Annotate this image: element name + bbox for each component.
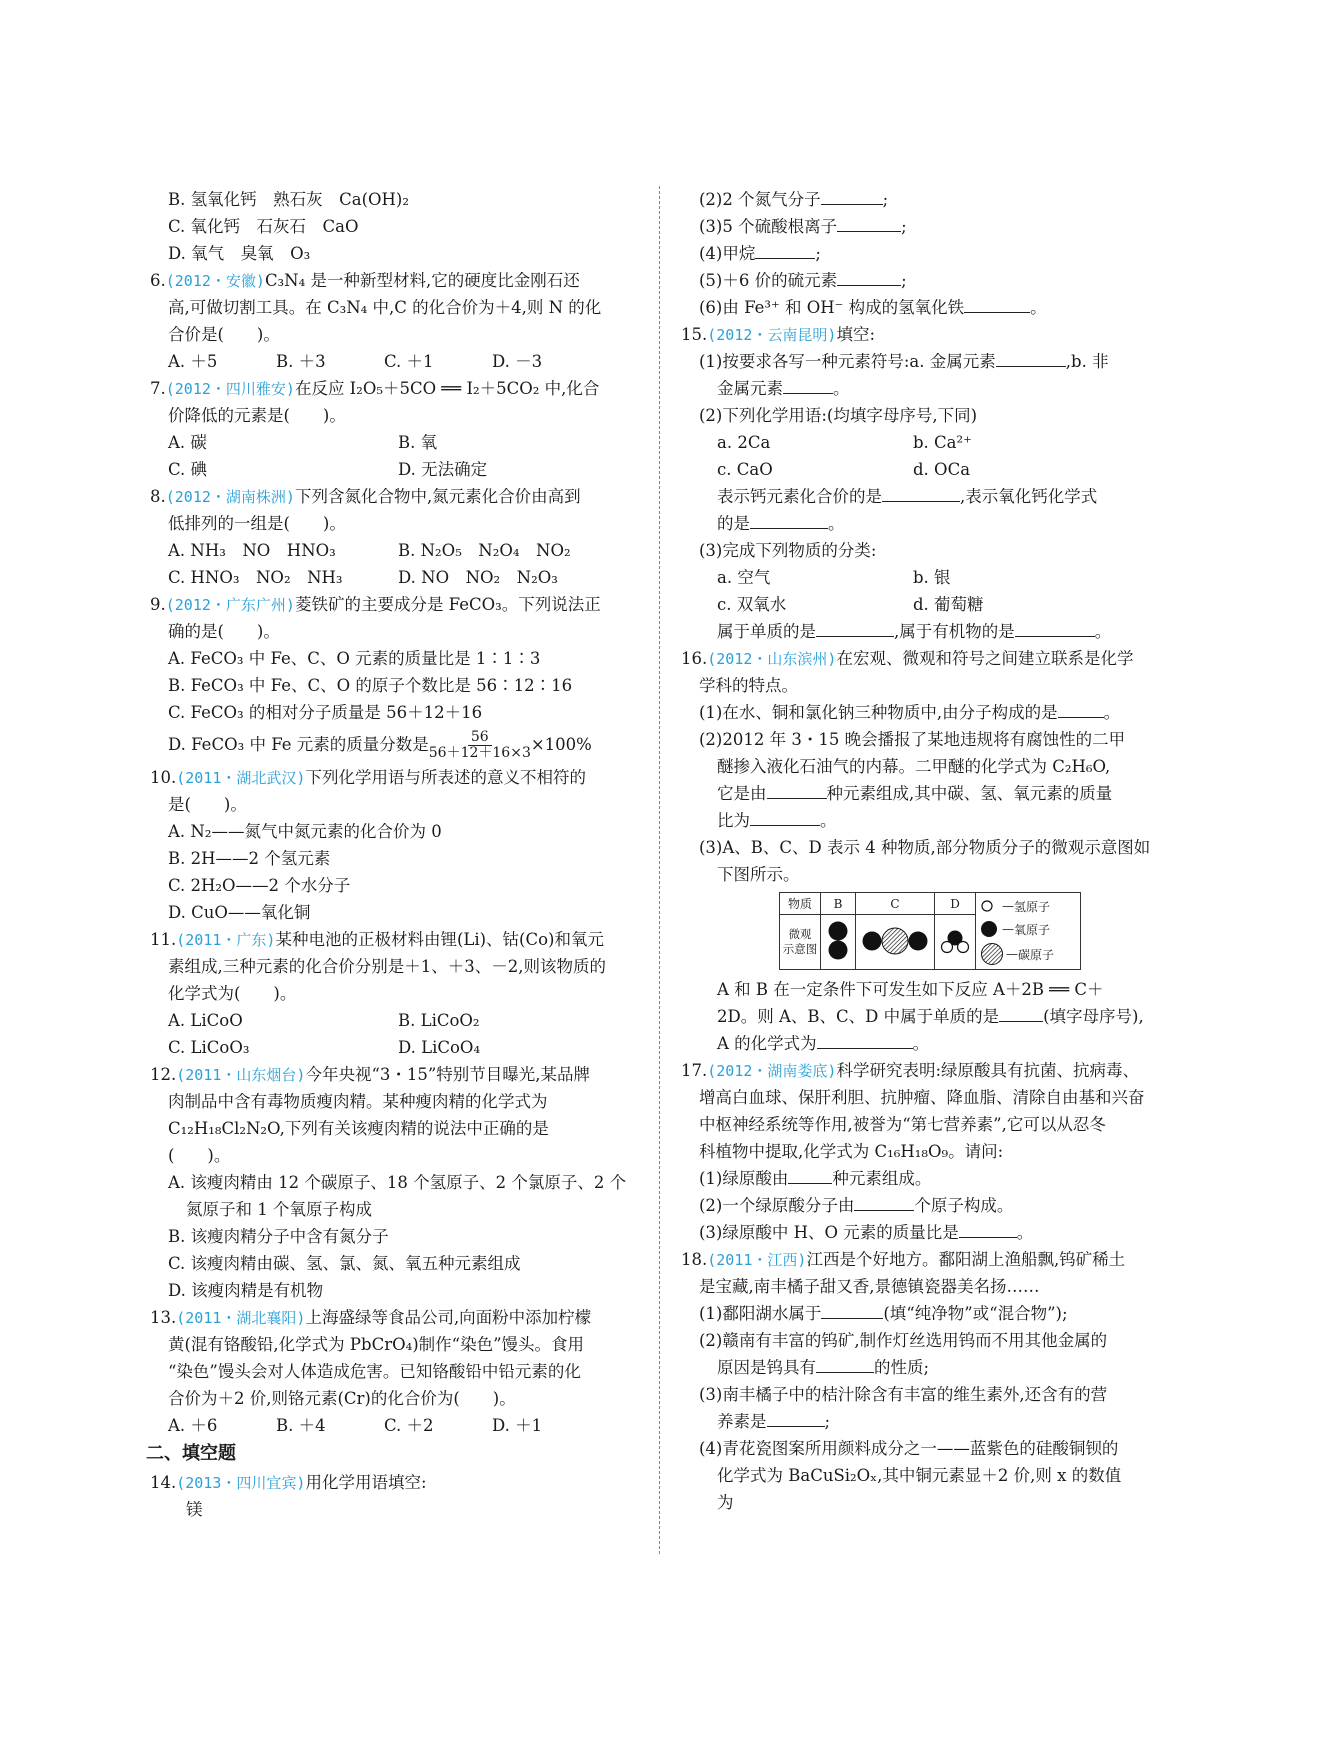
question-11 (150, 926, 645, 1061)
options (150, 1412, 645, 1439)
part-text: (1)按要求各写一种元素符号:a. 金属元素 (699, 352, 996, 371)
part-text: (3)完成下列物质的分类: (699, 541, 877, 560)
q14-item-4: (4)甲烷 ; (681, 240, 1176, 267)
answer-blank[interactable] (816, 1354, 874, 1373)
legend-label: 氢原子 (1014, 899, 1051, 914)
question-source: (2012・云南昆明) (707, 326, 837, 344)
part-text: 原因是钨具有 (717, 1358, 816, 1377)
question-number: 16. (681, 649, 708, 668)
option-c: C. 该瘦肉精由碳、氢、氯、氮、氧五种元素组成 (168, 1254, 521, 1273)
row-label (780, 915, 821, 970)
question-number: 10. (150, 768, 177, 787)
question-14 (150, 1469, 645, 1523)
option-a: A. NH₃ NO HNO₃ (168, 541, 336, 560)
row-label-line: 示意图 (782, 942, 818, 957)
question-12 (150, 1061, 645, 1304)
part-text: 属于单质的是 (717, 622, 816, 641)
question-text: 合价是( )。 (168, 325, 280, 344)
question-13 (150, 1304, 645, 1439)
option-b: B. 该瘦肉精分子中含有氮分子 (168, 1227, 389, 1246)
question-8 (150, 483, 645, 591)
option-d: D. ＋1 (492, 1416, 543, 1435)
option-c: C. 碘 (168, 460, 208, 479)
question-18: 18.(2011・江西)江西是个好地方。鄱阳湖上渔船飘,钨矿稀土 是宝藏,南丰橘子甜又香,景德镇瓷器美名扬…… (1)鄱阳湖水属于 (填“纯净物”或“混合物”); (2)赣南有丰富的钨矿,制作灯丝选用钨而不用其他金属的 原因是钨具有 的性质; (3)南丰橘子中的桔汁除含有丰富的维生素外,还含有的营 养素是 ; (4)青花瓷图案所用颜料成分之一——蓝紫色的硅酸铜钡的 化学式为 BaCuSi₂Oₓ,其中铜元素显＋2 价,则 x 的数值 为 (681, 1246, 1176, 1516)
option-b: B. FeCO₃ 中 Fe、C、O 的原子个数比是 56∶12∶16 (168, 676, 573, 695)
option-c: C. FeCO₃ 的相对分子质量是 56＋12＋16 (168, 703, 483, 722)
answer-blank[interactable] (817, 1030, 913, 1049)
question-number: 13. (150, 1308, 177, 1327)
option-d: D. CuO——氧化铜 (168, 903, 311, 922)
question-text: 在宏观、微观和符号之间建立联系是化学 (836, 649, 1134, 668)
question-text: 低排列的一组是( )。 (168, 514, 346, 533)
part-text: 金属元素 (717, 379, 783, 398)
section-heading: 二、填空题 (146, 1443, 236, 1464)
question-source: (2012・山东滨州) (707, 650, 837, 668)
options (150, 1034, 645, 1061)
option-d: D. －3 (492, 352, 543, 371)
part-text: (3)A、B、C、D 表示 4 种物质,部分物质分子的微观示意图如 (699, 838, 1151, 857)
question-source: (2011・广东) (176, 931, 276, 949)
fraction-denominator: 56＋12＋16×3 (428, 745, 531, 761)
part-text: 种元素组成,其中碳、氢、氧元素的质量 (826, 784, 1113, 803)
legend (976, 893, 1081, 970)
option-a: A. LiCoO (168, 1011, 243, 1030)
options (681, 591, 1176, 618)
question-source: (2012・四川雅安) (165, 380, 295, 398)
question-number: 11. (150, 930, 177, 949)
question-number: 7. (150, 379, 166, 398)
question-text: 菱铁矿的主要成分是 FeCO₃。下列说法正 (294, 595, 601, 614)
question-source: (2011・湖北武汉) (176, 769, 306, 787)
question-text: 今年央视“3・15”特别节目曝光,某品牌 (305, 1065, 591, 1084)
question-text: C₃N₄ 是一种新型材料,它的硬度比金刚石还 (264, 271, 580, 290)
question-text: 科植物中提取,化学式为 C₁₆H₁₈O₉。请问: (699, 1142, 1004, 1161)
carbon-dioxide-molecule-icon (858, 921, 932, 961)
options (150, 348, 645, 375)
item-text: (5)＋6 价的硫元素 (699, 271, 838, 290)
molecule-b (821, 915, 856, 970)
q5-option-b: B. 氢氧化钙 熟石灰 Ca(OH)₂ (168, 190, 409, 209)
part-text: 的性质; (874, 1358, 930, 1377)
question-source: (2012・安徽) (165, 272, 265, 290)
option-d-text: D. FeCO₃ 中 Fe 元素的质量分数是 (168, 735, 429, 754)
q14-item-3: (3)5 个硫酸根离子 ; (681, 213, 1176, 240)
option-a: a. 2Ca (717, 433, 771, 452)
option-c: c. 双氧水 (717, 595, 787, 614)
left-column (146, 186, 645, 1523)
oxygen-atom-icon (980, 920, 1000, 938)
answer-blank[interactable] (854, 1192, 914, 1211)
answer-blank[interactable] (750, 807, 820, 826)
option-b: b. Ca²⁺ (913, 433, 972, 452)
part-text: ,属于有机物的是 (894, 622, 1015, 641)
part-text: (填字母序号), (1043, 1007, 1144, 1026)
part-text: (2)一个绿原酸分子由 (699, 1196, 855, 1215)
part-text: 表示钙元素化合价的是 (717, 487, 882, 506)
option-b: B. LiCoO₂ (398, 1011, 480, 1030)
option-d: D. 无法确定 (398, 460, 488, 479)
question-9 (150, 591, 645, 764)
option-d: D. 该瘦肉精是有机物 (168, 1281, 324, 1300)
option-d: d. OCa (913, 460, 971, 479)
question-text: 确的是( )。 (168, 622, 280, 641)
q14-item-5: (5)＋6 价的硫元素 ; (681, 267, 1176, 294)
answer-blank[interactable] (1015, 618, 1095, 637)
question-text: 中枢神经系统等作用,被誉为“第七营养素”,它可以从忍冬 (699, 1115, 1106, 1134)
option-a: A. FeCO₃ 中 Fe、C、O 元素的质量比是 1∶1∶3 (168, 649, 541, 668)
question-source: (2011・山东烟台) (176, 1066, 306, 1084)
question-text: 黄(混有铬酸铅,化学式为 PbCrO₄)制作“染色”馒头。食用 (168, 1335, 585, 1354)
answer-blank[interactable] (959, 1219, 1017, 1238)
option-b: B. ＋4 (276, 1416, 326, 1435)
answer-blank[interactable] (767, 780, 827, 799)
question-text: “染色”馒头会对人体造成危害。已知铬酸铅中铅元素的化 (168, 1362, 581, 1381)
part-text: (2)下列化学用语:(均填字母序号,下同) (699, 406, 978, 425)
part-text: (2)赣南有丰富的钨矿,制作灯丝选用钨而不用其他金属的 (699, 1331, 1108, 1350)
part-text: (2)2012 年 3・15 晚会播报了某地违规将有腐蚀性的二甲 (699, 730, 1126, 749)
question-number: 8. (150, 487, 166, 506)
question-text: 下列化学用语与所表述的意义不相符的 (305, 768, 586, 787)
answer-blank[interactable] (882, 483, 960, 502)
item-text: (3)5 个硫酸根离子 (699, 217, 838, 236)
part-text: (填“纯净物”或“混合物”); (883, 1304, 1068, 1323)
question-text: 是( )。 (168, 795, 247, 814)
options (681, 564, 1176, 591)
question-number: 6. (150, 271, 166, 290)
question-text: 填空: (836, 325, 875, 344)
q5-option-c: C. 氧化钙 石灰石 CaO (168, 217, 359, 236)
options (150, 1007, 645, 1034)
carbon-atom-icon (980, 942, 1004, 966)
option-c: C. HNO₃ NO₂ NH₃ (168, 568, 343, 587)
answer-blank[interactable] (750, 510, 828, 529)
legend-carbon: — 碳原子 (980, 941, 1076, 967)
answer-blank[interactable] (837, 267, 901, 286)
part-text: A 的化学式为 (717, 1034, 817, 1053)
part-text: 种元素组成。 (832, 1169, 932, 1188)
q14-item-1: 镁 (186, 1500, 203, 1519)
options (150, 429, 645, 456)
part-text: 养素是 (717, 1412, 767, 1431)
question-source: (2012・湖南娄底) (707, 1062, 837, 1080)
question-number: 18. (681, 1250, 708, 1269)
answer-blank[interactable] (996, 348, 1066, 367)
question-text: C₁₂H₁₈Cl₂N₂O,下列有关该瘦肉精的说法中正确的是 (168, 1119, 549, 1138)
option-b: B. 2H——2 个氢元素 (168, 849, 331, 868)
part-text: 比为 (717, 811, 750, 830)
header-d: D (935, 893, 976, 915)
option-b: b. 银 (913, 568, 951, 587)
oxygen-molecule-icon (823, 917, 853, 965)
option-a: a. 空气 (717, 568, 771, 587)
legend-label: 氧原子 (1014, 922, 1051, 937)
question-17: 17.(2012・湖南娄底)科学研究表明:绿原酸具有抗菌、抗病毒、 增高白血球、保肝利胆、抗肿瘤、降血脂、清除自由基和兴奋 中枢神经系统等作用,被誉为“第七营养素”,它可以从忍冬 科植物中提取,化学式为 C₁₆H₁₈O₉。请问: (1)绿原酸由 种元素组成。 (2)一个绿原酸分子由 个原子构成。 (3)绿原酸中 H、O 元素的质量比是 。 (681, 1057, 1176, 1246)
molecule-c (856, 915, 935, 970)
part-text: 个原子构成。 (914, 1196, 1014, 1215)
answer-blank[interactable] (964, 294, 1030, 313)
question-text: 上海盛绿等食品公司,向面粉中添加柠檬 (305, 1308, 592, 1327)
part-text: (1)在水、铜和氯化钠三种物质中,由分子构成的是 (699, 703, 1058, 722)
part-text: ,b. 非 (1065, 352, 1109, 371)
molecule-d (935, 915, 976, 970)
part-text: 为 (717, 1493, 734, 1512)
question-number: 9. (150, 595, 166, 614)
question-text: 江西是个好地方。鄱阳湖上渔船飘,钨矿稀土 (806, 1250, 1126, 1269)
option-a: A. N₂——氮气中氮元素的化合价为 0 (168, 822, 442, 841)
question-text: ( )。 (168, 1146, 231, 1165)
question-source: (2011・湖北襄阳) (176, 1309, 306, 1327)
option-d: D. LiCoO₄ (398, 1038, 481, 1057)
q14-item-2: (2)2 个氮气分子 ; (681, 186, 1176, 213)
option-c: C. ＋2 (384, 1416, 434, 1435)
part-text: 2D。则 A、B、C、D 中属于单质的是 (717, 1007, 1000, 1026)
question-text: 是宝藏,南丰橘子甜又香,景德镇瓷器美名扬…… (699, 1277, 1040, 1296)
header-b: B (821, 893, 856, 915)
part-text: ,表示氧化钙化学式 (960, 487, 1098, 506)
question-text: 高,可做切割工具。在 C₃N₄ 中,C 的化合价为＋4,则 N 的化 (168, 298, 602, 317)
options (681, 456, 1176, 483)
molecule-diagram-table (779, 892, 1081, 970)
answer-blank[interactable] (783, 375, 833, 394)
question-text: 下列含氮化合物中,氮元素化合价由高到 (294, 487, 581, 506)
option-c: C. ＋1 (384, 352, 434, 371)
options (150, 564, 645, 591)
item-text: (6)由 Fe³⁺ 和 OH⁻ 构成的氢氧化铁 (699, 298, 965, 317)
question-text: 科学研究表明:绿原酸具有抗菌、抗病毒、 (836, 1061, 1139, 1080)
answer-blank[interactable] (816, 618, 894, 637)
q14-item-6: (6)由 Fe³⁺ 和 OH⁻ 构成的氢氧化铁 。 (681, 294, 1176, 321)
part-text: (1)绿原酸由 (699, 1169, 789, 1188)
part-text: 它是由 (717, 784, 767, 803)
question-7 (150, 375, 645, 483)
right-column (681, 186, 1176, 1516)
options (150, 537, 645, 564)
question-source: (2013・四川宜宾) (176, 1474, 306, 1492)
question-source: (2011・江西) (707, 1251, 807, 1269)
option-a: A. ＋6 (168, 1416, 218, 1435)
q5-option-d: D. 氧气 臭氧 O₃ (168, 244, 311, 263)
part-text: (1)鄱阳湖水属于 (699, 1304, 822, 1323)
part-text: 的是 (717, 514, 750, 533)
fraction (429, 730, 531, 761)
question-source: (2012・广东广州) (165, 596, 295, 614)
question-number: 14. (150, 1473, 177, 1492)
question-text: 价降低的元素是( )。 (168, 406, 346, 425)
answer-blank[interactable] (999, 1003, 1043, 1022)
answer-blank[interactable] (788, 1165, 832, 1184)
item-text: (2)2 个氮气分子 (699, 190, 821, 209)
question-source: (2012・湖南株洲) (165, 488, 295, 506)
row-label-line: 微观 (788, 927, 812, 942)
option-b: B. 氧 (398, 433, 438, 452)
question-text: 合价为＋2 价,则铬元素(Cr)的化合价为( )。 (168, 1389, 516, 1408)
question-15: 15.(2012・云南昆明)填空: (1)按要求各写一种元素符号:a. 金属元素 ,b. 非 金属元素 。 (2)下列化学用语:(均填字母序号,下同) a. 2Ca b. Ca²⁺ c. CaO d. OCa 表示钙元素化合价的是 ,表示氧化钙化学式 的是 。 (3)完成下列物质的分类: a. 空气 b. 银 c. 双氧水 d. 葡萄糖 属于单质的是 ,属于有机物的是 。 (681, 321, 1176, 645)
answer-blank[interactable] (821, 1300, 883, 1319)
option-d: d. 葡萄糖 (913, 595, 984, 614)
question-16: 16.(2012・山东滨州)在宏观、微观和符号之间建立联系是化学 学科的特点。 (1)在水、铜和氯化钠三种物质中,由分子构成的是 。 (2)2012 年 3・15 晚会播报了某地违规将有腐蚀性的二甲 醚掺入液化石油气的内幕。二甲醚的化学式为 C₂H₆O, 它是由 种元素组成,其中碳、氢、氧元素的质量 比为 。 (3)A、B、C、D 表示 4 种物质,部分物质分子的微观示意图如 下图所示。 物质 B C D — 氢原子 — 氧原子 — 碳原子 微观 示意图 A 和 B 在一定条件下可发生如下反应 A＋2B ══ C＋ 2D。则 A、B、C、D 中属于单质的是 (填字母序号), A 的化学式为 。 (681, 645, 1176, 1057)
question-10 (150, 764, 645, 926)
question-number: 17. (681, 1061, 708, 1080)
option-a: A. 碳 (168, 433, 207, 452)
part-text: A 和 B 在一定条件下可发生如下反应 A＋2B ══ C＋ (717, 980, 1104, 999)
fraction-numerator: 56 (468, 730, 492, 746)
answer-blank[interactable] (1058, 699, 1104, 718)
part-text: 化学式为 BaCuSi₂Oₓ,其中铜元素显＋2 价,则 x 的数值 (717, 1466, 1122, 1485)
option-c: c. CaO (717, 460, 773, 479)
answer-blank[interactable] (821, 186, 883, 205)
option-b: B. ＋3 (276, 352, 326, 371)
option-b: B. N₂O₅ N₂O₄ NO₂ (398, 541, 571, 560)
options (150, 456, 645, 483)
legend-label: 碳原子 (1018, 947, 1055, 962)
part-text: 下图所示。 (717, 865, 800, 884)
option-c: C. LiCoO₃ (168, 1038, 250, 1057)
column-divider (659, 186, 660, 1554)
item-text: (4)甲烷 (699, 244, 756, 263)
question-text: 肉制品中含有毒物质瘦肉精。某种瘦肉精的化学式为 (168, 1092, 548, 1111)
question-text: 素组成,三种元素的化合价分别是＋1、＋3、－2,则该物质的 (168, 957, 606, 976)
question-number: 12. (150, 1065, 177, 1084)
question-text: 化学式为( )。 (168, 984, 297, 1003)
option-a-continued: 氮原子和 1 个氧原子构成 (186, 1200, 372, 1219)
option-d (150, 726, 645, 764)
question-number: 15. (681, 325, 708, 344)
option-d: D. NO NO₂ N₂O₃ (398, 568, 558, 587)
question-6 (150, 267, 645, 375)
option-a: A. ＋5 (168, 352, 218, 371)
question-text: 学科的特点。 (699, 676, 798, 695)
water-molecule-icon (938, 921, 972, 961)
part-text: (3)南丰橘子中的桔汁除含有丰富的维生素外,还含有的营 (699, 1385, 1108, 1404)
legend-hydrogen: — 氢原子 (980, 895, 1076, 917)
question-text: 在反应 I₂O₅＋5CO ══ I₂＋5CO₂ 中,化合 (294, 379, 600, 398)
answer-blank[interactable] (767, 1408, 825, 1427)
option-d-suffix: ×100% (530, 735, 592, 754)
header-c: C (856, 893, 935, 915)
hydrogen-atom-icon (980, 899, 1000, 913)
answer-blank[interactable] (837, 213, 901, 232)
part-text: 醚掺入液化石油气的内幕。二甲醚的化学式为 C₂H₆O, (717, 757, 1111, 776)
part-text: (4)青花瓷图案所用颜料成分之一——蓝紫色的硅酸铜钡的 (699, 1439, 1119, 1458)
options (681, 429, 1176, 456)
answer-blank[interactable] (755, 240, 815, 259)
part-text: (3)绿原酸中 H、O 元素的质量比是 (699, 1223, 959, 1242)
legend-oxygen: — 氧原子 (980, 917, 1076, 941)
header-substance: 物质 (780, 893, 821, 915)
option-c: C. 2H₂O——2 个水分子 (168, 876, 351, 895)
option-a: A. 该瘦肉精由 12 个碳原子、18 个氢原子、2 个氯原子、2 个 (168, 1173, 627, 1192)
question-text: 某种电池的正极材料由锂(Li)、钴(Co)和氧元 (275, 930, 604, 949)
question-text: 用化学用语填空: (305, 1473, 427, 1492)
question-text: 增高白血球、保肝利胆、抗肿瘤、降血脂、清除自由基和兴奋 (699, 1088, 1145, 1107)
